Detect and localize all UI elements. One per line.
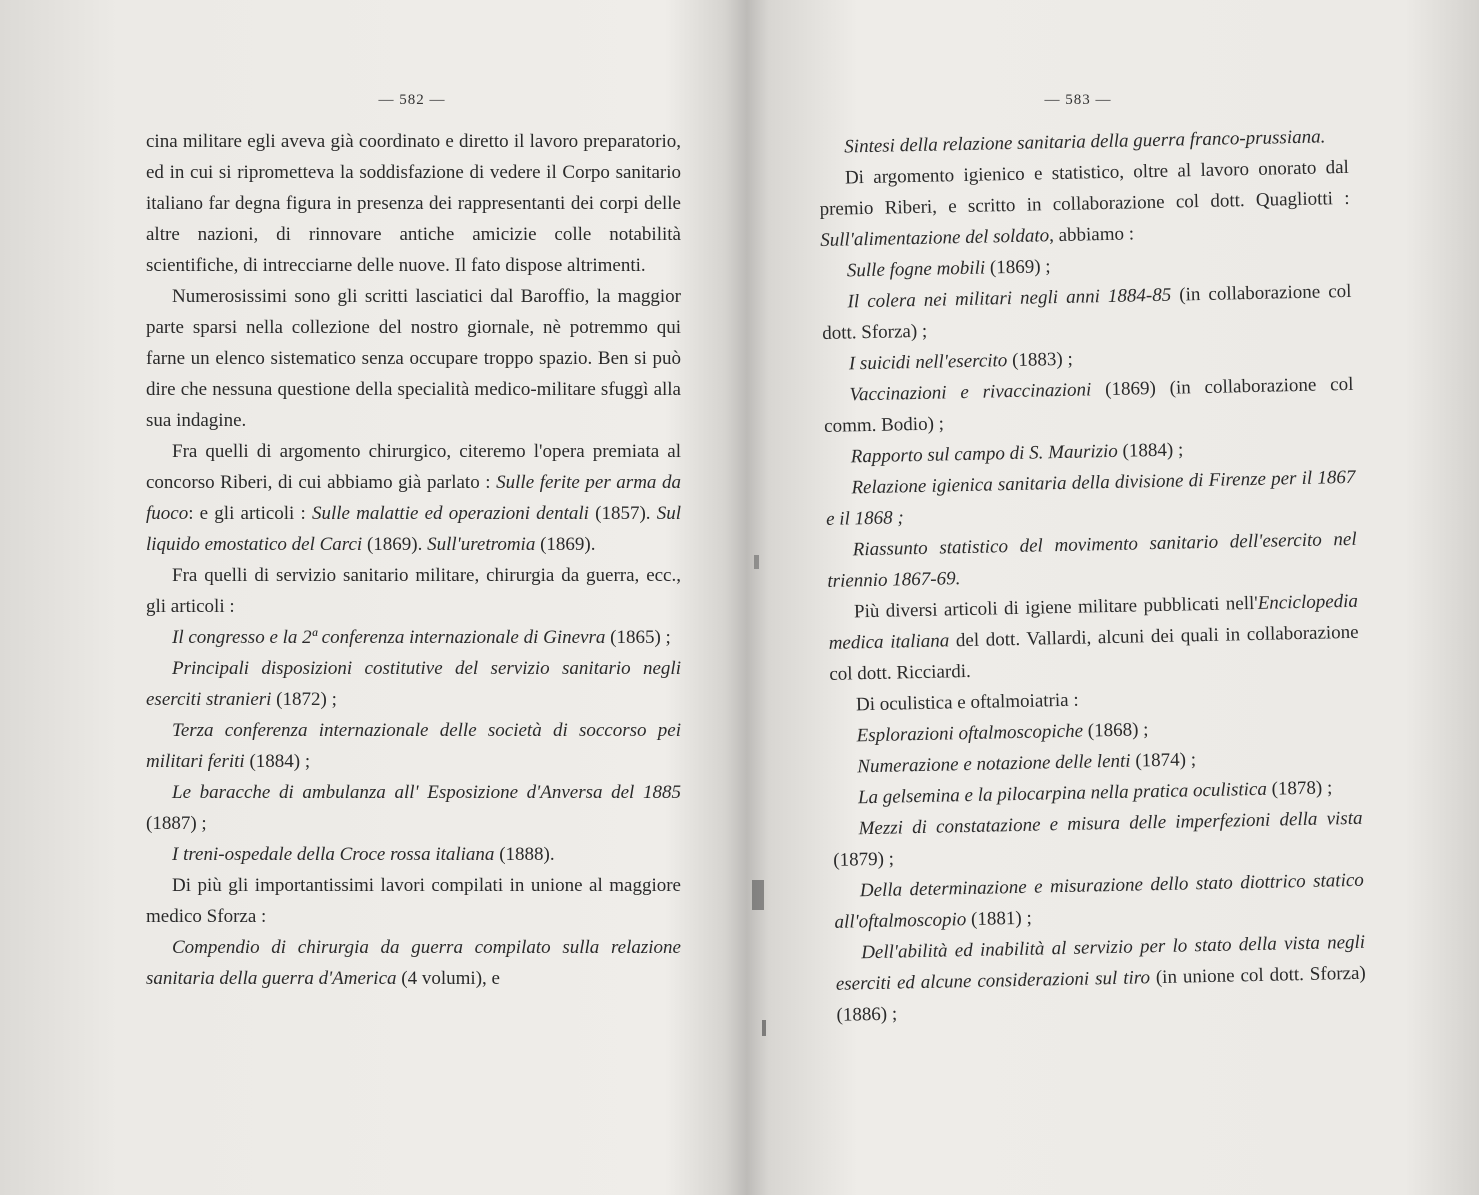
text-run: (1874) ; xyxy=(1130,749,1197,772)
work-title: Riassunto statistico del movimento sanitario dell'esercito nel triennio 1867-69. xyxy=(827,528,1357,592)
work-title: Terza conferenza internazionale delle società di soccorso pei militari feriti xyxy=(146,720,681,772)
paragraph: Fra quelli di servizio sanitario militare, chirurgia da guerra, ecc., gli articoli : xyxy=(146,565,681,617)
work-title: Mezzi di constatazione e misura delle imperfezioni della vista xyxy=(858,807,1363,840)
work-title: I suicidi nell'esercito xyxy=(848,350,1008,375)
text-run: (1879) ; xyxy=(833,848,895,871)
work-title: Sulle fogne mobili xyxy=(846,257,986,282)
list-item xyxy=(146,839,681,870)
text-run: (1869) (in collaborazione col comm. Bodio) ; xyxy=(823,373,1354,437)
page-number: — 582 — xyxy=(378,92,446,108)
text-run: (1878) ; xyxy=(1266,777,1333,800)
paragraph xyxy=(146,436,681,560)
work-title: Dell'abilità ed inabilità al servizio per lo stato della vista negli eserciti ed alcune considerazioni sul tiro xyxy=(835,931,1366,995)
list-item xyxy=(826,524,1357,597)
text-run: (1884) ; xyxy=(1117,439,1184,462)
work-title: Sul liquido emostatico del Carci xyxy=(146,503,681,555)
text-run: : e gli articoli : xyxy=(188,503,312,524)
text-run: (1869). xyxy=(535,534,596,555)
paragraph: Numerosissimi sono gli scritti lasciatici dal Baroffio, la maggior parte sparsi nella collezione del nostro giornale, nè potremmo qui farne un elenco sistematico senza occupare troppo spazio. Ben si può dire che nessuna questione della specialità medico-militare sfuggì alla sua indagine. xyxy=(146,286,681,431)
work-title: Compendio di chirurgia da guerra compilato sulla relazione sanitaria della guerra d'America xyxy=(146,937,681,989)
work-title: Vaccinazioni e rivaccinazioni xyxy=(849,379,1092,406)
work-title: Sulle malattie ed operazioni dentali xyxy=(311,503,589,524)
list-item xyxy=(146,653,681,715)
text-run: Più diversi articoli di igiene militare pubblicati nell' xyxy=(853,592,1258,623)
work-title: Enciclopedia medica italiana xyxy=(828,590,1359,654)
work-title: Sull'alimentazione del soldato xyxy=(820,225,1050,251)
work-title: Numerazione e notazione delle lenti xyxy=(857,750,1131,778)
text-run: (4 volumi), e xyxy=(396,968,500,989)
right-page xyxy=(740,0,1479,1195)
list-item xyxy=(146,622,681,653)
work-title: Sull'uretromia xyxy=(427,534,536,555)
work-title: Il colera nei militari negli anni 1884-85 xyxy=(847,284,1172,313)
work-title: Della determinazione e misurazione dello stato diottrico statico all'oftalmoscopio xyxy=(834,869,1365,933)
work-title: Le baracche di ambulanza all' Esposizione d'Anversa del 1885 xyxy=(172,782,681,803)
text-run: (1883) ; xyxy=(1007,348,1073,372)
paragraph: Di oculistica e oftalmoiatria : xyxy=(855,689,1079,716)
list-item xyxy=(835,927,1367,1031)
text-run: (1857). xyxy=(588,503,657,524)
text-run: (1865) ; xyxy=(605,627,671,648)
list-item xyxy=(821,276,1352,349)
text-run: (1872) ; xyxy=(271,689,337,710)
text-run: (1881) ; xyxy=(966,907,1032,931)
text-run: (1869) ; xyxy=(984,256,1051,279)
list-item xyxy=(832,803,1363,876)
list-item xyxy=(146,777,681,839)
paragraph: cina militare egli aveva già coordinato e diretto il lavoro preparatorio, ed in cui si riprometteva la soddisfazione di vedere il Corpo sanitario italiano far degna figura in presenza dei rappresentanti dei corpi delle altre nazioni, di rinnovare antiche amicizie colle notabilità scientifiche, di intrecciarne delle nuove. Il fato dispose altrimenti. xyxy=(146,131,681,276)
list-item xyxy=(834,865,1365,938)
work-title: Principali disposizioni costitutive del servizio sanitario negli eserciti stranieri xyxy=(146,658,681,710)
text-run: Fra quelli di argomento chirurgico, citeremo l'opera premiata al concorso Riberi, di cui abbiamo già parlato : xyxy=(146,441,681,493)
text-run: , abbiamo : xyxy=(1048,223,1135,247)
work-title: Relazione igienica sanitaria della divisione di Firenze per il 1867 e il 1868 ; xyxy=(825,466,1356,530)
paragraph xyxy=(828,586,1360,690)
paragraph: Di più gli importantissimi lavori compilati in unione al maggiore medico Sforza : xyxy=(146,875,681,927)
paragraph xyxy=(819,152,1351,256)
work-title: La gelsemina e la pilocarpina nella pratica oculistica xyxy=(857,778,1268,809)
list-item xyxy=(823,369,1354,442)
work-title: Il congresso e la 2ª conferenza internazionale di Ginevra xyxy=(172,627,606,648)
list-item xyxy=(825,462,1356,535)
page-body xyxy=(818,121,1367,1031)
work-title: Sulle ferite per arma da fuoco xyxy=(146,472,681,524)
text-run: (1887) ; xyxy=(146,813,207,834)
text-run: (1888). xyxy=(494,844,555,865)
work-title: Sintesi della relazione sanitaria della guerra franco-prussiana. xyxy=(844,126,1326,158)
text-run: (1869). xyxy=(362,534,428,555)
work-title: Rapporto sul campo di S. Maurizio xyxy=(850,440,1119,468)
work-title: Esplorazioni oftalmoscopiche xyxy=(856,720,1084,747)
list-item xyxy=(146,932,681,994)
page-body xyxy=(146,126,681,994)
text-run: (1884) ; xyxy=(244,751,311,772)
text-run: (in unione col dott. Sforza) (1886) ; xyxy=(836,962,1366,1026)
text-run: del dott. Vallardi, alcuni dei quali in collaborazione col dott. Ricciardi. xyxy=(829,621,1359,685)
list-item xyxy=(146,715,681,777)
text-run: (1868) ; xyxy=(1082,719,1149,742)
work-title: I treni-ospedale della Croce rossa italiana xyxy=(172,844,495,865)
page-number: — 583 — xyxy=(1044,92,1112,108)
text-run: (in collaborazione col dott. Sforza) ; xyxy=(822,280,1352,344)
text-run: Di argomento igienico e statistico, oltre al lavoro onorato dal premio Riberi, e scritto in collaborazione col dott. Quagliotti : xyxy=(819,156,1350,220)
